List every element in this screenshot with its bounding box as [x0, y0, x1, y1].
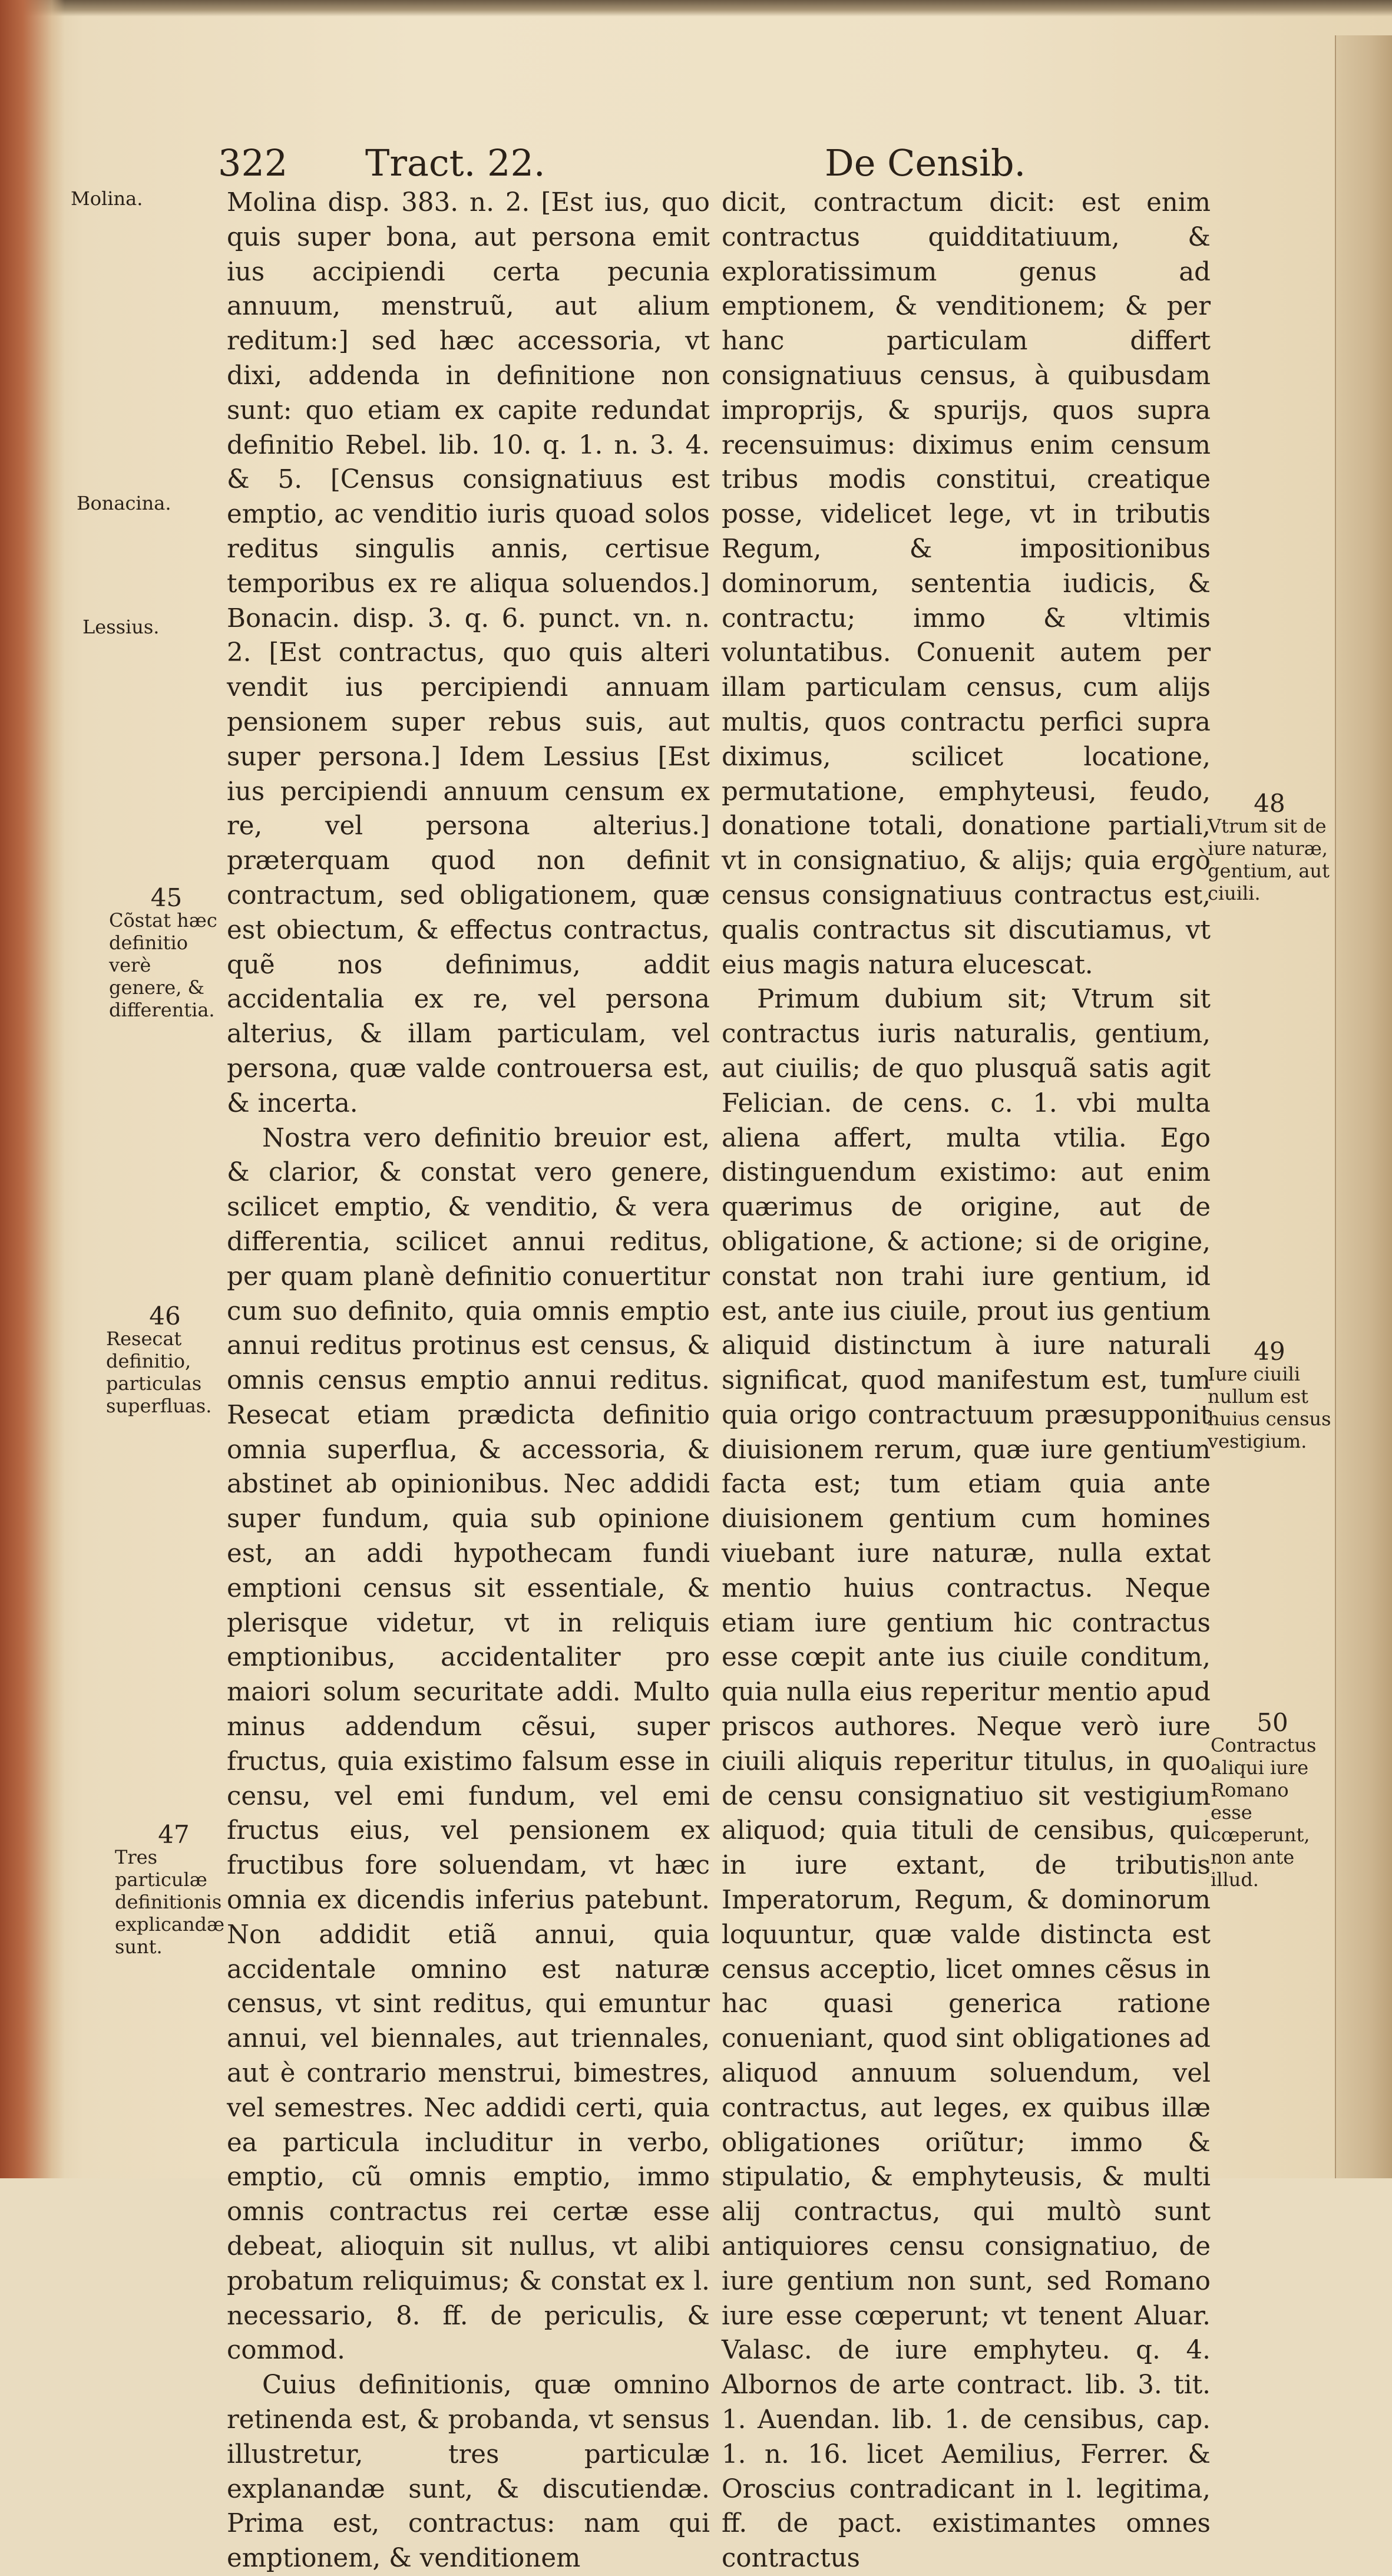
- running-header: [218, 141, 1219, 189]
- page-top-edge: [0, 0, 1392, 16]
- next-page-edge: [1335, 35, 1392, 2178]
- paragraph: Molina disp. 383. n. 2. [Est ius, quo quis super bona, aut persona emit ius accipiendi certa pecunia annuum, menstruũ, aut alium reditum:] sed hæc accessoria, vt dixi, addenda in definitione non sunt: quo etiam ex capite redundat definitio Rebel. lib. 10. q. 1. n. 3. 4. & 5. [Census consignatiuus est emptio, ac venditio iuris quoad solos reditus singulis annis, certisue temporibus ex re aliqua soluendos.] Bonacin. disp. 3. q. 6. punct. vn. n. 2. [Est contractus, quo quis alteri vendit ius percipiendi annuam pensionem super rebus suis, aut super persona.] Idem Lessius [Est ius percipiendi annuum censum ex re, vel persona alterius.] præterquam quod non definit contractum, sed obligationem, quæ est obiectum, & effectus contractus, quẽ nos definimus, addit accidentalia ex re, vel persona alterius, & illam particulam, vel persona, quæ valde controuersa est, & incerta.: [227, 188, 710, 1118]
- text-column-right: [722, 186, 1211, 2576]
- paragraph: Cuius definitionis, quæ omnino retinenda est, & probanda, vt sensus illustretur, tres particulæ explanandæ sunt, & discutiendæ. Prima est, contractus: nam qui emptionem, & venditionem: [227, 2370, 710, 2574]
- page-number: 322: [218, 141, 288, 184]
- margin-note-molina: Molina.: [71, 187, 143, 210]
- margin-note-bonacina: Bonacina.: [77, 492, 171, 514]
- paragraph: Primum dubium sit; Vtrum sit contractus iuris naturalis, gentium, aut ciuilis; de quo plusquã satis agit Felician. de cens. c. 1. vbi multa aliena affert, multa vtilia. Ego distinguendum existimo: aut enim quærimus de origine, aut de obligatione, & actione; si de origine, constat non trahi iure gentium, id est, ante ius ciuile, prout ius gentium aliquid distinctum à iure naturali significat, quod manifestum est, tum quia origo contractuum præsupponit diuisionem rerum, quæ iure gentium facta est; tum etiam quia ante diuisionem gentium cum homines viuebant iure naturæ, nulla extat mentio huius contractus. Neque etiam iure gentium hic contractus esse cœpit ante ius ciuile conditum, quia nulla eius reperitur mentio apud priscos authores. Neque verò iure ciuili aliquis reperitur titulus, in quo de censu consignatiuo sit vestigium aliquod; quia tituli de censibus, qui in iure extant, de tributis Imperatorum, Regum, & dominorum loquuntur, quæ valde distincta est census acceptio, licet omnes cẽsus in hac quasi generica ratione conueniant, quod sint obligationes ad aliquod annuum soluendum, vel contractus, aut leges, ex quibus illæ obligationes oriũtur; immo & stipulatio, & emphyteusis, & multi alij contractus, qui multò sunt antiquiores censu consignatiuo, de iure gentium non sunt, sed Romano iure esse cœperunt; vt tenent Aluar. Valasc. de iure emphyteu. q. 4. Albornos de arte contract. lib. 3. tit. 1. Auendan. lib. 1. de censibus, cap. 1. n. 16. licet Aemilius, Ferrer. & Oroscius contradicant in l. legitima, ff. de pact. existimantes omnes contractus: [722, 985, 1211, 2574]
- text-column-left: [227, 186, 710, 2576]
- margin-note-48: 48 Vtrum sit de iure naturæ, gentium, aut ciuili.: [1208, 789, 1330, 904]
- margin-note-49: 49 Iure ciuili nullum est huius census vestigium.: [1208, 1337, 1331, 1452]
- margin-note-50: 50 Contractus aliqui iure Romano esse cœperunt, non ante illud.: [1211, 1708, 1317, 1891]
- paragraph: dicit, contractum dicit: est enim contractus quidditatiuum, & exploratissimum genus ad emptionem, & venditionem; & per hanc particulam differt consignatiuus census, à quibusdam improprijs, & spurijs, quos supra recensuimus: diximus enim censum tribus modis constitui, creatique posse, videlicet lege, vt in tributis Regum, & impositionibus dominorum, sententia iudicis, & contractu; immo & vltimis voluntatibus. Conuenit autem per illam particulam census, cum alijs multis, quos contractu perfici supra diximus, scilicet locatione, permutatione, emphyteusi, feudo, donatione totali, donatione partiali, vt in consignatiuo, & alijs; quia ergò census consignatiuus contractus est, qualis contractus sit discutiamus, vt eius magis natura elucescat.: [722, 188, 1211, 980]
- tract-label: Tract. 22.: [365, 141, 545, 184]
- section-title: De Censib.: [825, 141, 1026, 184]
- margin-note-47: 47 Tres particulæ definitionis explicandæ sunt.: [115, 1820, 225, 1958]
- margin-note-lessius: Lessius.: [82, 616, 160, 638]
- paragraph: Nostra vero definitio breuior est, & clarior, & constat vero genere, scilicet emptio, & venditio, & vera differentia, scilicet annui reditus, per quam planè definitio conuertitur cum suo definito, quia omnis emptio annui reditus protinus est census, & omnis census emptio annui reditus. Resecat etiam prædicta definitio omnia superflua, & accessoria, & abstinet ab opinionibus. Nec addidi super fundum, quia sub opinione est, an addi hypothecam fundi emptioni census sit essentiale, & plerisque videtur, vt in reliquis emptionibus, accidentaliter pro maiori solum securitate addi. Multo minus addendum cẽsui, super fructus, quia existimo falsum esse in censu, vel emi fundum, vel emi fructus eius, vel pensionem ex fructibus fore soluendam, vt hæc omnia ex dicendis inferius patebunt. Non addidit etiã annui, quia accidentale omnino est naturæ census, vt sint reditus, qui emuntur annui, vel biennales, aut triennales, aut è contrario menstrui, bimestres, vel semestres. Nec addidi certi, quia ea particula includitur in verbo, emptio, cũ omnis emptio, immo omnis contractus rei certæ esse debeat, alioquin sit nullus, vt alibi probatum reliquimus; & constat ex l. necessario, 8. ff. de periculis, & commod.: [227, 1123, 710, 2366]
- margin-note-46: 46 Resecat definitio, particulas superfluas.: [106, 1302, 212, 1417]
- page-binding-edge: [0, 0, 65, 2178]
- margin-note-45: 45 Cõstat hæc definitio verè genere, & differentia.: [109, 883, 217, 1021]
